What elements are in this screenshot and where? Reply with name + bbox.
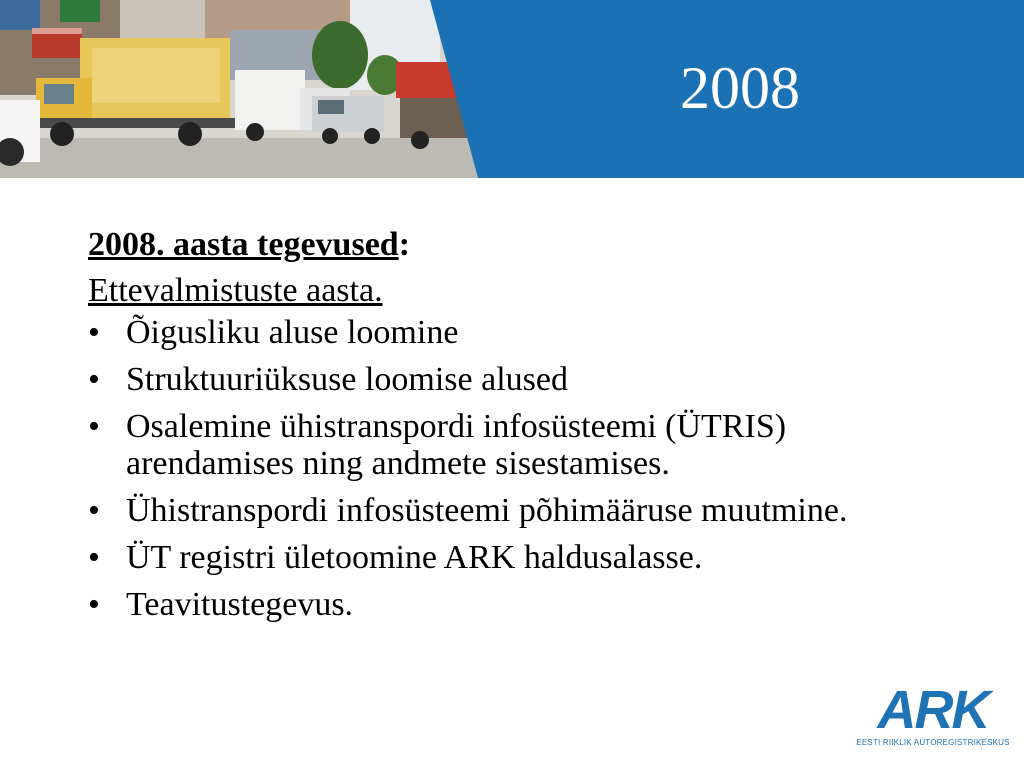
bullet-item: • Õigusliku aluse loomine [88, 314, 948, 351]
street-photo [0, 0, 1024, 178]
bullet-item: • Teavitustegevus. [88, 586, 948, 623]
content-heading [88, 222, 948, 268]
heading-colon: : [398, 226, 411, 263]
bullet-item: • ÜT registri ületoomine ARK haldusalasse. [88, 539, 948, 576]
bullet-item: • Osalemine ühistranspordi infosüsteemi (ÜTRIS) arendamises ning andmete sisestamises. [88, 408, 948, 482]
ark-logo-subtitle: EESTI RIIKLIK AUTOREGISTRIKESKUS [856, 738, 1010, 747]
svg-text:ARK: ARK [877, 680, 989, 740]
slide-title: 2008 [680, 55, 800, 121]
slide-content [88, 222, 948, 633]
content-subheading: Ettevalmistuste aasta. [88, 272, 383, 309]
bullet-list [88, 314, 948, 623]
bullet-item: • Ühistranspordi infosüsteemi põhimääruse muutmine. [88, 492, 948, 529]
slide-header [0, 0, 1024, 178]
bullet-item: • Struktuuriüksuse loomise alused [88, 361, 948, 398]
heading-text: 2008. aasta tegevused [88, 226, 399, 263]
